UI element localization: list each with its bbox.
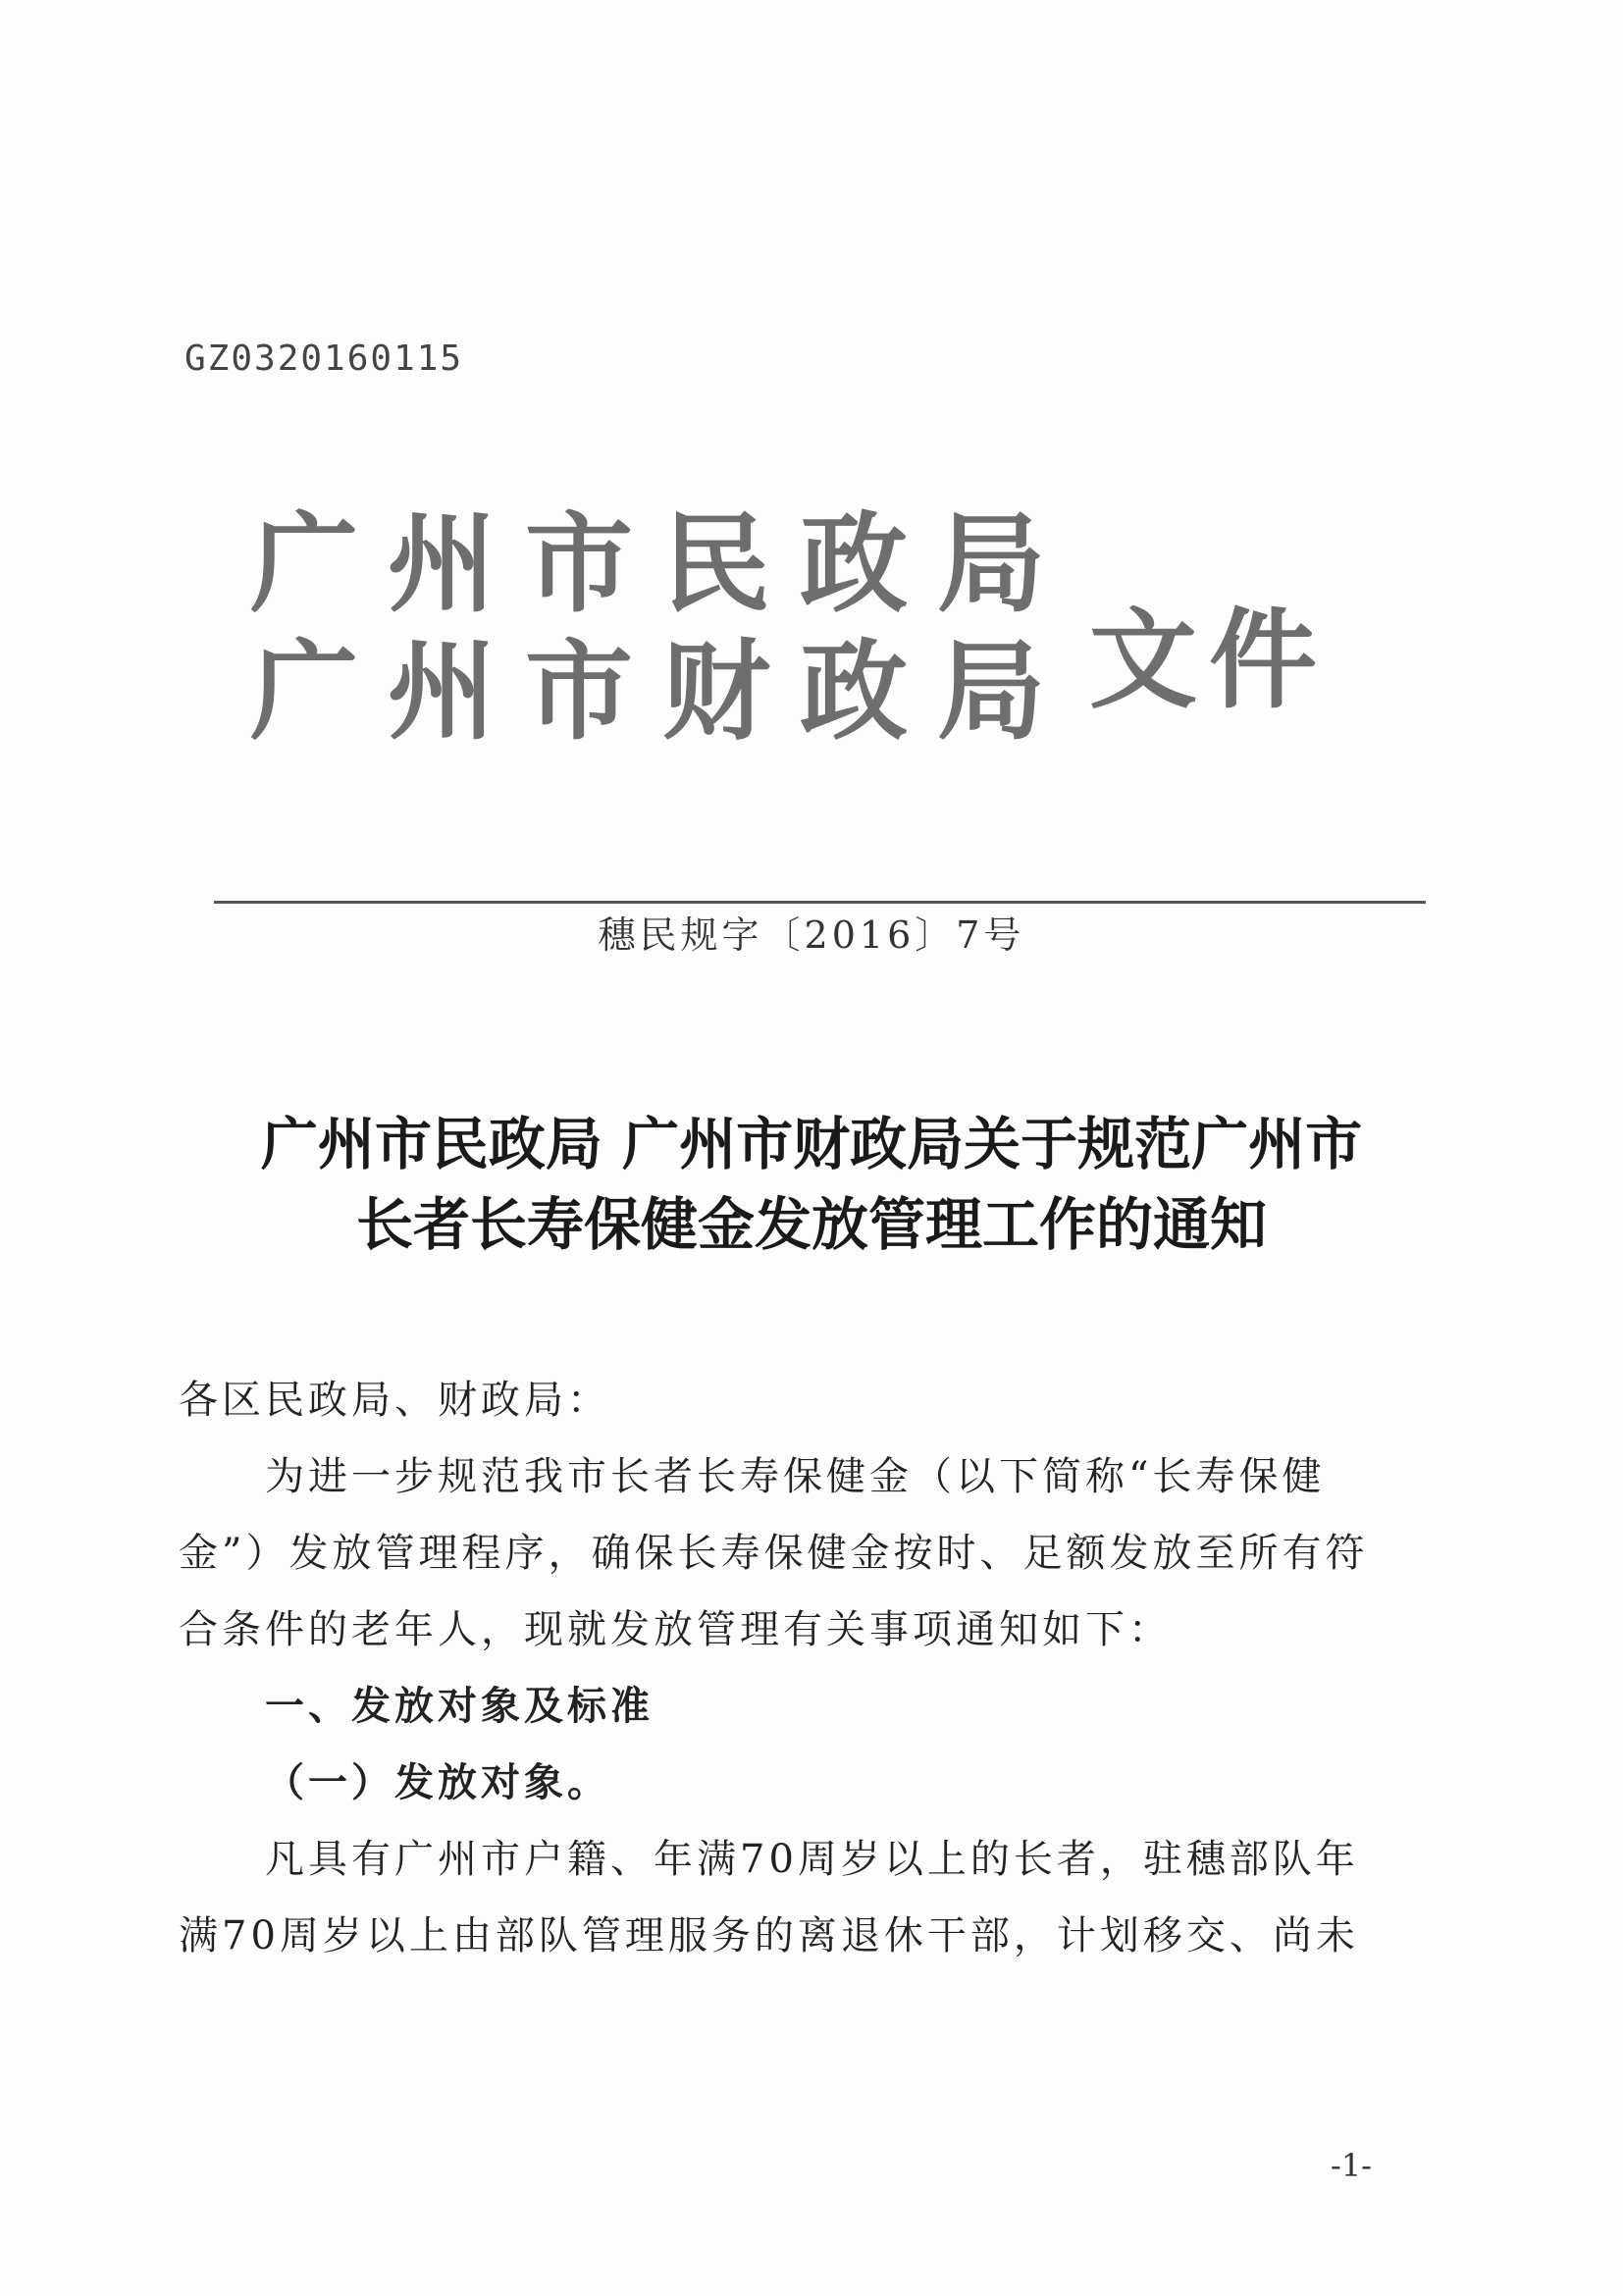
subsection-heading: （一）发放对象。 [265, 1760, 610, 1805]
paragraph-line: 金”）发放管理程序，确保长寿保健金按时、足额发放至所有符 [179, 1531, 1369, 1576]
issuer-civil-affairs: 广州市民政局 [250, 500, 1074, 627]
salutation: 各区民政局、财政局： [179, 1378, 610, 1423]
document-code: GZ0320160115 [184, 339, 464, 379]
title-line-2: 长者长寿保健金发放管理工作的通知 [355, 1191, 1267, 1258]
header-divider [214, 901, 1426, 904]
issuer-block [250, 500, 1133, 756]
document-body [179, 1362, 1386, 1974]
issuer-finance: 广州市财政局 [250, 628, 1074, 755]
page-number: -1- [1331, 2147, 1372, 2184]
document-suffix: 文件 [1089, 597, 1329, 723]
document-number: 穗民规字〔2016〕7号 [598, 913, 1025, 957]
title-line-1: 广州市民政局 广州市财政局关于规范广州市 [260, 1111, 1363, 1177]
paragraph-line: 满70周岁以上由部队管理服务的离退休干部，计划移交、尚未 [179, 1913, 1359, 1958]
paragraph-line: 凡具有广州市户籍、年满70周岁以上的长者，驻穗部队年 [265, 1837, 1359, 1882]
paragraph-line: 合条件的老年人，现就发放管理有关事项通知如下： [179, 1607, 1172, 1652]
section-heading: 一、发放对象及标准 [265, 1684, 654, 1729]
paragraph-line: 为进一步规范我市长者长寿保健金（以下简称“长寿保健 [265, 1454, 1326, 1499]
document-title [147, 1104, 1476, 1265]
